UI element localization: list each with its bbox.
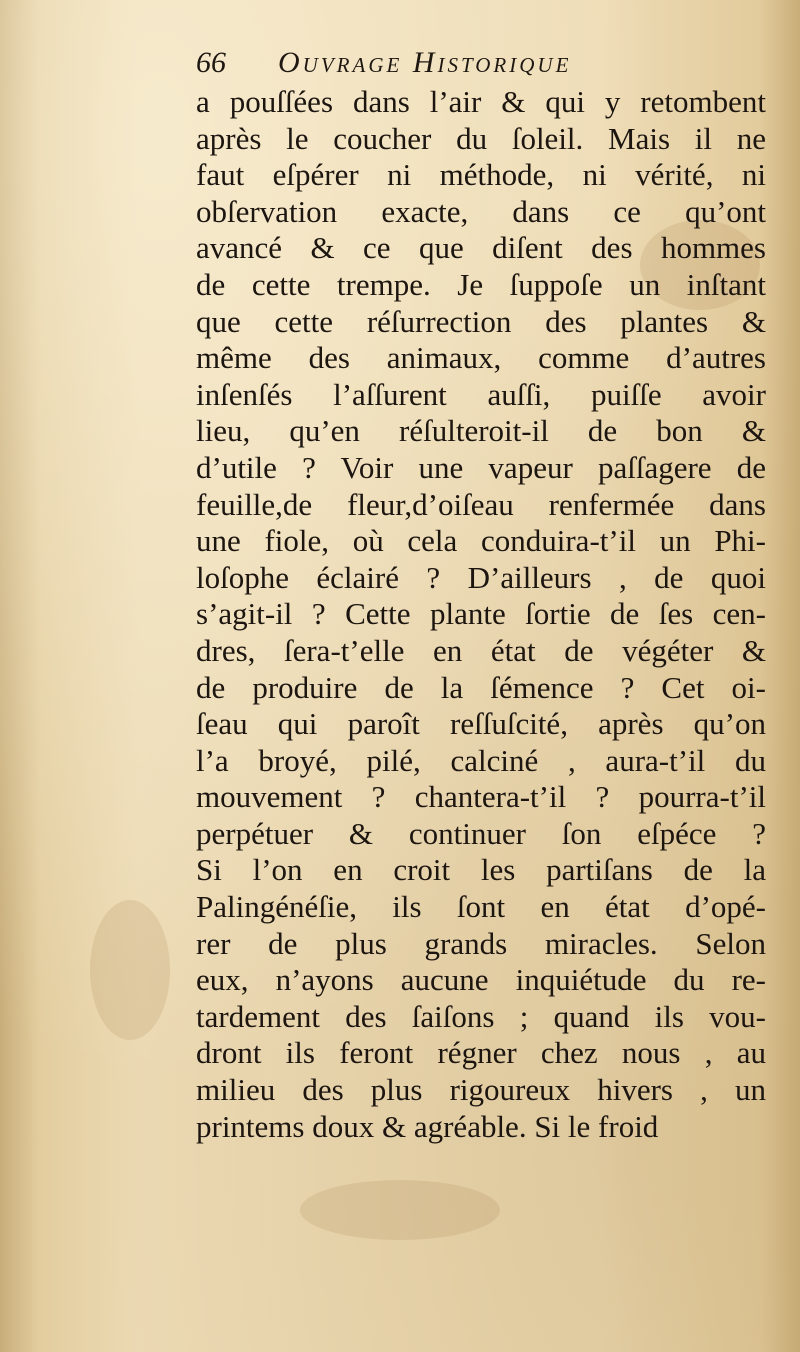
text-line: avancé & ce que diſent des hommes (196, 230, 766, 266)
text-line: Si l’on en croit les partiſans de la (196, 852, 766, 888)
text-line: l’a broyé, pilé, calciné , aura-t’il du (196, 742, 766, 778)
text-line: de produire de la ſémence ? Cet oi- (196, 669, 766, 705)
text-line: une fiole, où cela conduira-t’il un Phi- (196, 523, 766, 559)
text-line: que cette réſurrection des plantes & (196, 303, 766, 339)
text-line: de cette trempe. Je ſuppoſe un inſtant (196, 266, 766, 302)
paper-stain (90, 900, 170, 1040)
text-line: obſervation exacte, dans ce qu’ont (196, 193, 766, 229)
text-line: dront ils feront régner chez nous , au (196, 1035, 766, 1071)
text-line: eux, n’ayons aucune inquiétude du re- (196, 962, 766, 998)
text-line: ſeau qui paroît reſſuſcité, après qu’on (196, 706, 766, 742)
text-line: Palingénéſie, ils ſont en état d’opé- (196, 889, 766, 925)
text-line: rer de plus grands miracles. Selon (196, 925, 766, 961)
text-line: a pouſſées dans l’air & qui y retombent (196, 84, 766, 119)
body-text (196, 84, 766, 1145)
text-line: s’agit-il ? Cette plante ſortie de ſes cen- (196, 596, 766, 632)
text-line: d’utile ? Voir une vapeur paſſagere de (196, 449, 766, 485)
text-line: perpétuer & continuer ſon eſpéce ? (196, 815, 766, 851)
text-line: printems doux & agréable. Si le froid (196, 1108, 659, 1144)
text-line: faut eſpérer ni méthode, ni vérité, ni (196, 157, 766, 193)
page-header (196, 44, 766, 84)
text-line: loſophe éclairé ? D’ailleurs , de quoi (196, 559, 766, 595)
text-line: milieu des plus rigoureux hivers , un (196, 1072, 766, 1108)
text-line: dres, ſera-t’elle en état de végéter & (196, 632, 766, 668)
text-line: même des animaux, comme d’autres (196, 340, 766, 376)
text-line: lieu, qu’en réſulteroit-il de bon & (196, 413, 766, 449)
text-line: après le coucher du ſoleil. Mais il ne (196, 120, 766, 156)
paper-stain (300, 1180, 500, 1240)
running-title: Ouvrage Historique (278, 46, 572, 79)
text-line: mouvement ? chantera-t’il ? pourra-t’il (196, 779, 766, 815)
text-line: feuille,de fleur,d’oiſeau renfermée dans (196, 486, 766, 522)
text-line: inſenſés l’aſſurent auſſi, puiſſe avoir (196, 376, 766, 412)
page-number: 66 (196, 46, 226, 79)
text-line: tardement des ſaiſons ; quand ils vou- (196, 998, 766, 1034)
